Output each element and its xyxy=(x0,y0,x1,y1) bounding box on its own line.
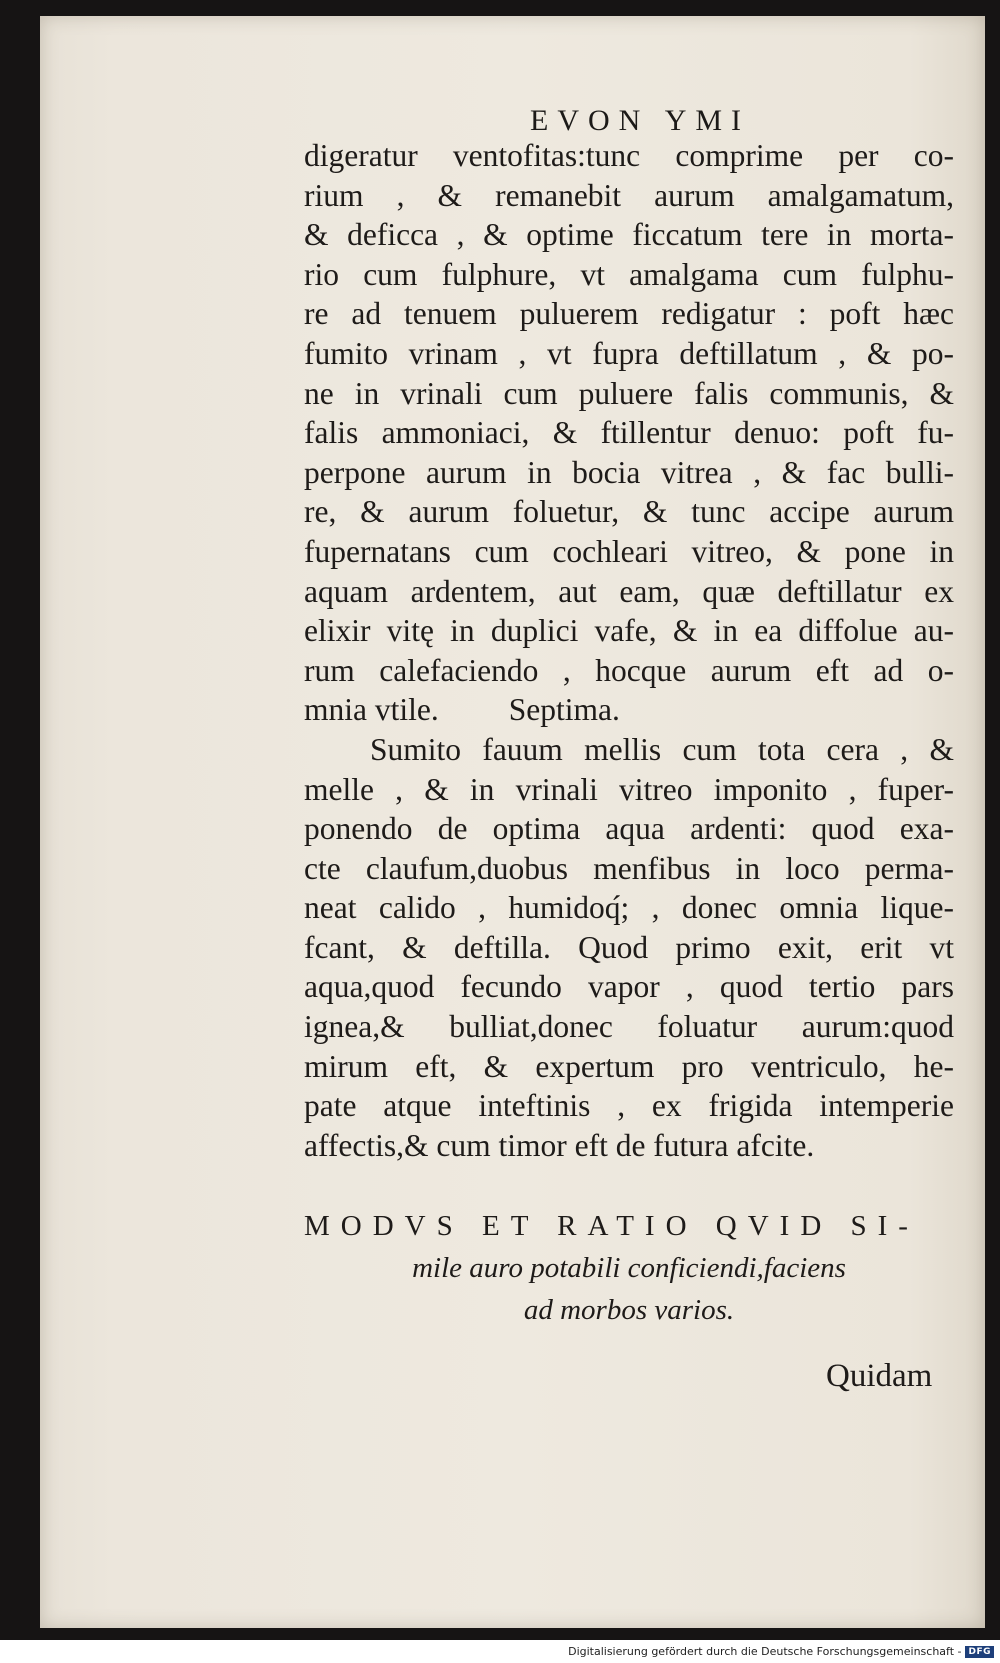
dfg-logo-icon: DFG xyxy=(965,1646,994,1658)
text-fragment: mnia vtile. xyxy=(304,692,439,728)
running-head: EVON YMI xyxy=(530,104,751,137)
text-line: ponendo de optima aqua ardenti: quod exa- xyxy=(304,811,954,847)
text-line: perpone aurum in bocia vitrea , & fac bulli- xyxy=(304,454,954,490)
paragraph-start-line: Sumito fauum mellis cum tota cera , & xyxy=(370,731,954,767)
text-line: fcant, & deftilla. Quod primo exit, erit vt xyxy=(304,929,954,965)
text-line: rum calefaciendo , hocque aurum eft ad o- xyxy=(304,652,954,688)
section-heading xyxy=(304,1205,954,1331)
credit-text: Digitalisierung gefördert durch die Deutsche Forschungsgemeinschaft - xyxy=(568,1645,962,1658)
text-line: re ad tenuem puluerem redigatur : poft hæc xyxy=(304,296,954,332)
section-heading-caps: MODVS ET RATIO QVID SI- xyxy=(304,1210,919,1242)
text-line: fupernatans cum cochleari vitreo, & pone in xyxy=(304,533,954,569)
text-line: cte claufum,duobus menfibus in loco perma- xyxy=(304,850,954,886)
text-line: affectis,& cum timor eft de futura afcite. xyxy=(304,1127,815,1163)
body-text xyxy=(304,136,954,1165)
text-line: digeratur ventofitas:tunc comprime per co- xyxy=(304,138,954,173)
subsection-heading: Septima. xyxy=(508,692,620,728)
text-line: rium , & remanebit aurum amalgamatum, xyxy=(304,177,954,213)
text-line: aqua,quod fecundo vapor , quod tertio pars xyxy=(304,969,954,1005)
text-line: fumito vrinam , vt fupra deftillatum , & po- xyxy=(304,335,954,371)
text-line: ignea,& bulliat,donec foluatur aurum:quod xyxy=(304,1009,954,1045)
text-line: neat calido , humidoq́; , donec omnia lique- xyxy=(304,890,954,926)
text-line: elixir vitę in duplici vafe, & in ea diffolue au- xyxy=(304,613,954,649)
text-line: melle , & in vrinali vitreo imponito , fuper- xyxy=(304,771,954,807)
text-line: falis ammoniaci, & ftillentur denuo: poft fu- xyxy=(304,415,954,451)
text-line: & deficca , & optime ficcatum tere in morta- xyxy=(304,217,954,253)
digitization-credit xyxy=(568,1645,994,1658)
text-line: mirum eft, & expertum pro ventriculo, he- xyxy=(304,1048,954,1084)
text-line: pate atque inteftinis , ex frigida intemperie xyxy=(304,1088,954,1124)
section-heading-italic-1: mile auro potabili conficiendi,faciens xyxy=(412,1252,846,1284)
section-heading-italic-2: ad morbos varios. xyxy=(523,1294,735,1326)
text-line: rio cum fulphure, vt amalgama cum fulphu- xyxy=(304,256,954,292)
text-line: ne in vrinali cum puluere falis communis, & xyxy=(304,375,954,411)
text-line: aquam ardentem, aut eam, quæ deftillatur ex xyxy=(304,573,954,609)
text-line: re, & aurum foluetur, & tunc accipe aurum xyxy=(304,494,954,530)
catchword: Quidam xyxy=(826,1358,933,1394)
text-line-with-heading xyxy=(304,690,954,730)
